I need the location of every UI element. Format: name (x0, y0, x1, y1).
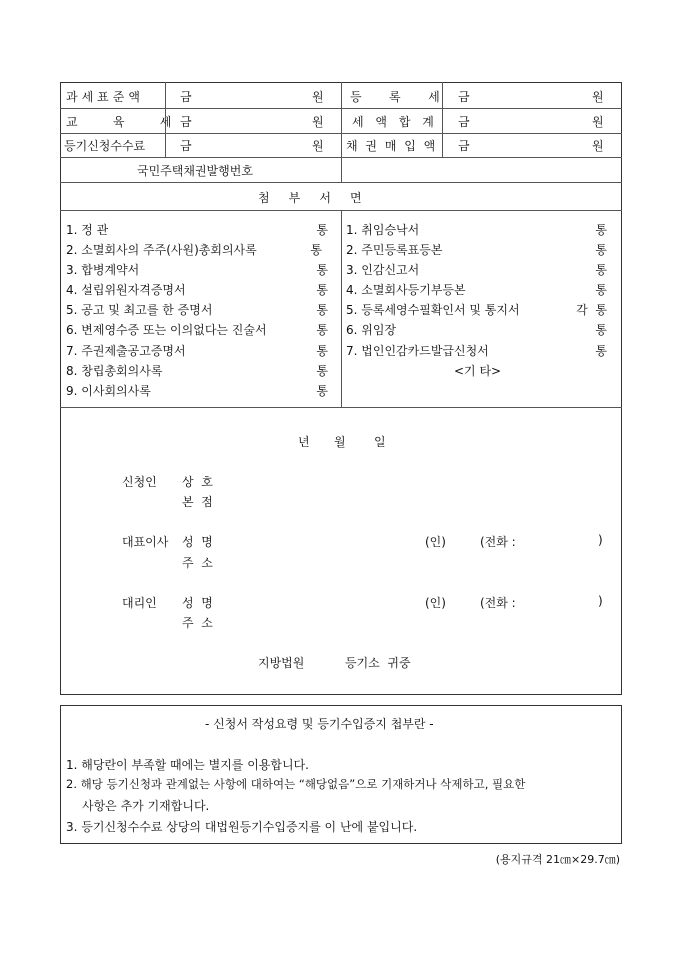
court-label: 지방법원 (258, 656, 305, 670)
item-unit: 통 (316, 384, 328, 398)
item-unit: 통 (316, 364, 328, 378)
item-unit: 통 (595, 283, 607, 297)
item-label: 7. 주권제출공고증명서 (66, 344, 186, 358)
list-item (346, 342, 607, 359)
amount-unit: 원 (592, 90, 604, 104)
instruction-item: 1. 해당란이 부족할 때에는 별지를 이용합니다. (66, 758, 309, 772)
item-unit: 통 (595, 243, 607, 257)
item-unit: 통 (310, 243, 322, 257)
fee-label: 등기신청수수료 (64, 139, 146, 153)
item-label: 6. 변제영수증 또는 이의없다는 진술서 (66, 323, 267, 337)
name-label: 성 명 (182, 596, 213, 610)
amount-prefix: 금 (458, 90, 470, 104)
item-unit: 통 (595, 223, 607, 237)
amount-prefix: 금 (180, 115, 192, 129)
item-unit: 통 (595, 344, 607, 358)
divider (341, 210, 342, 407)
item-label: 2. 소멸회사의 주주(사원)총회의사록 (66, 243, 257, 257)
amount-unit: 원 (312, 115, 324, 129)
item-label: 8. 창립총회의사록 (66, 364, 163, 378)
list-item (66, 382, 328, 399)
address-label: 주 소 (182, 556, 213, 570)
list-item (346, 301, 607, 318)
year-label: 년 (298, 435, 310, 449)
amount-unit: 원 (592, 139, 604, 153)
list-item (66, 281, 328, 298)
instruction-item: 3. 등기신청수수료 상당의 대법원등기수입증지를 이 난에 붙입니다. (66, 820, 418, 834)
phone-close: ) (598, 533, 603, 547)
item-label: 7. 법인인감카드발급신청서 (346, 344, 489, 358)
list-item (66, 321, 328, 338)
amount-prefix: 금 (458, 139, 470, 153)
ceo-label: 대표이사 (122, 535, 169, 549)
item-label: 4. 소멸회사등기부등본 (346, 283, 466, 297)
other-label: <기 타> (454, 364, 502, 378)
fee-label: 과세표준액 (66, 90, 144, 104)
item-unit: 각 통 (576, 303, 607, 317)
item-unit: 통 (316, 223, 328, 237)
fee-label: 교 육 세 (66, 115, 176, 129)
item-label: 5. 공고 및 최고를 한 증명서 (66, 303, 213, 317)
list-item (346, 281, 607, 298)
item-label: 4. 설립위원자격증명서 (66, 283, 186, 297)
item-label: 3. 인감신고서 (346, 263, 420, 277)
phone-label: (전화 : (480, 535, 516, 549)
amount-prefix: 금 (180, 139, 192, 153)
item-unit: 통 (316, 263, 328, 277)
phone-close: ) (598, 594, 603, 608)
fee-label: 등 록 세 (350, 90, 444, 104)
item-unit: 통 (595, 323, 607, 337)
amount-unit: 원 (592, 115, 604, 129)
month-label: 월 (334, 435, 346, 449)
name-label: 성 명 (182, 535, 213, 549)
item-label: 1. 취임승낙서 (346, 223, 420, 237)
item-unit: 통 (316, 323, 328, 337)
attachments-title: 첨 부 서 면 (258, 191, 362, 205)
item-label: 3. 합병계약서 (66, 263, 140, 277)
item-unit: 통 (316, 344, 328, 358)
list-item (66, 301, 328, 318)
fee-label: 채 권 매 입 액 (346, 139, 438, 153)
list-item (346, 221, 607, 238)
amount-prefix: 금 (180, 90, 192, 104)
list-item (66, 261, 328, 278)
amount-unit: 원 (312, 139, 324, 153)
registry-label: 등기소 귀중 (345, 656, 411, 670)
list-item (346, 241, 607, 258)
divider (60, 407, 622, 408)
item-label: 2. 주민등록표등본 (346, 243, 443, 257)
item-label: 6. 위임장 (346, 323, 397, 337)
head-office-label: 본 점 (182, 495, 213, 509)
agent-label: 대리인 (122, 596, 157, 610)
instructions-title: - 신청서 작성요령 및 등기수입증지 첩부란 - (205, 717, 434, 731)
item-unit: 통 (595, 263, 607, 277)
item-label: 9. 이사회의사록 (66, 384, 151, 398)
list-item (346, 321, 607, 338)
paper-size-note: (용지규격 21㎝×29.7㎝) (495, 853, 620, 866)
list-item (346, 261, 607, 278)
list-item (66, 342, 328, 359)
day-label: 일 (374, 435, 386, 449)
trade-name-label: 상 호 (182, 475, 213, 489)
amount-unit: 원 (312, 90, 324, 104)
seal-label: (인) (425, 535, 446, 549)
bond-number-label: 국민주택채권발행번호 (137, 164, 253, 178)
list-item (66, 362, 328, 379)
instruction-item: 2. 해당 등기신청과 관계없는 사항에 대하여는 “해당없음”으로 기재하거나 삭제하고, 필요한 (66, 777, 526, 791)
amount-prefix: 금 (458, 115, 470, 129)
list-item (66, 221, 328, 238)
item-label: 5. 등록세영수필확인서 및 통지서 (346, 303, 520, 317)
instruction-item: 사항은 추가 기재합니다. (82, 799, 210, 813)
phone-label: (전화 : (480, 596, 516, 610)
divider (341, 82, 342, 182)
applicant-label: 신청인 (122, 475, 157, 489)
fee-label: 세 액 합 계 (352, 115, 438, 129)
seal-label: (인) (425, 596, 446, 610)
item-label: 1. 정 관 (66, 223, 109, 237)
item-unit: 통 (316, 283, 328, 297)
list-item (66, 241, 328, 258)
item-unit: 통 (316, 303, 328, 317)
address-label: 주 소 (182, 616, 213, 630)
divider (60, 182, 622, 183)
